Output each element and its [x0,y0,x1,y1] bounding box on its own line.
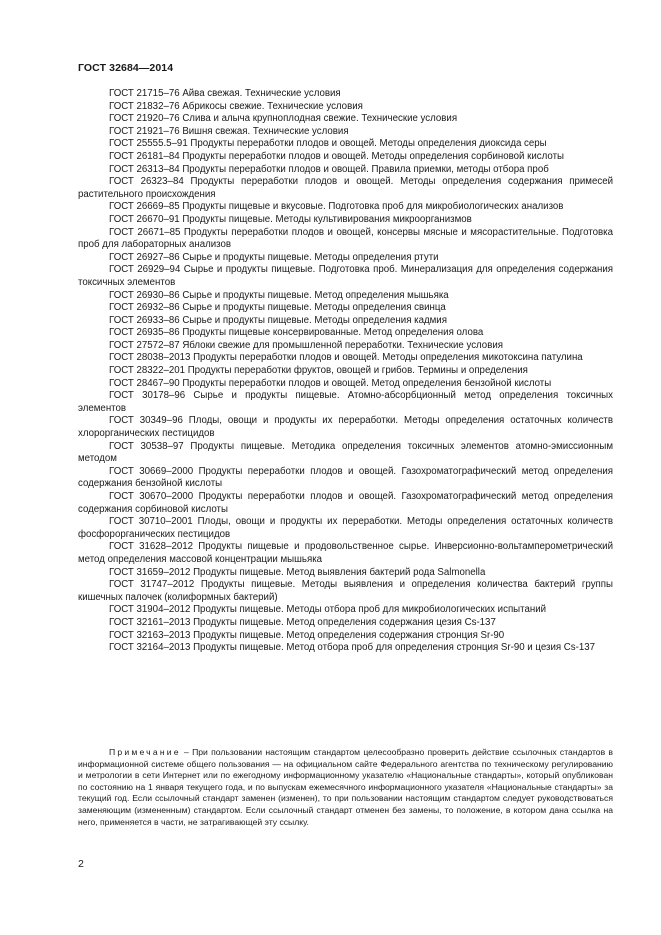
reference-item: ГОСТ 26927–86 Сырье и продукты пищевые. Методы определения ртути [109,251,439,263]
reference-item: ГОСТ 21921–76 Вишня свежая. Технические условия [109,125,349,137]
page-number: 2 [78,858,84,870]
note-label: Примечание [109,747,181,757]
reference-item: ГОСТ 21715–76 Айва свежая. Технические условия [109,88,341,99]
reference-item: ГОСТ 30669–2000 Продукты переработки плодов и овощей. Газохроматографический метод определения содержания бензойной кислоты [78,465,613,490]
reference-item: ГОСТ 26933–86 Сырье и продукты пищевые. Методы определения кадмия [109,314,447,326]
reference-item: ГОСТ 26929–94 Сырье и продукты пищевые. Подготовка проб. Минерализация для определения содержания токсичных элементов [78,264,613,288]
reference-item: ГОСТ 21920–76 Слива и алыча крупноплодная свежие. Технические условия [109,113,458,125]
reference-item: ГОСТ 25555.5–91 Продукты переработки плодов и овощей. Методы определения диоксида серы [109,138,547,150]
reference-item: ГОСТ 26932–86 Сырье и продукты пищевые. Методы определения свинца [109,302,446,314]
normative-references-list [78,88,613,655]
reference-item: ГОСТ 30670–2000 Продукты переработки плодов и овощей. Газохроматографический метод определения содержания сорбиновой кислоты [78,491,613,515]
reference-item: ГОСТ 26935–86 Продукты пищевые консервированные. Метод определения олова [109,327,484,339]
reference-item: ГОСТ 26181–84 Продукты переработки плодов и овощей. Методы определения сорбиновой кислоты [109,150,564,162]
reference-item: ГОСТ 26313–84 Продукты переработки плодов и овощей. Правила приемки, методы отбора проб [109,163,549,175]
reference-item: ГОСТ 32164–2013 Продукты пищевые. Метод отбора проб для определения стронция Sr-90 и цезия Cs-137 [109,642,596,654]
reference-item: ГОСТ 30538–97 Продукты пищевые. Методика определения токсичных элементов атомно-эмиссионным методом [78,440,613,465]
reference-item: ГОСТ 28322–201 Продукты переработки фруктов, овощей и грибов. Термины и определения [109,365,528,377]
reference-item: ГОСТ 28038–2013 Продукты переработки плодов и овощей. Методы определения микотоксина патулина [109,352,583,364]
reference-item: ГОСТ 31628–2012 Продукты пищевые и продовольственное сырье. Инверсионно-вольтамперометрический метод определения массовой концентрации мышьяка [78,541,613,565]
reference-item: ГОСТ 32163–2013 Продукты пищевые. Метод определения содержания стронция Sr-90 [109,629,505,641]
reference-item: ГОСТ 21832–76 Абрикосы свежие. Технические условия [109,100,363,112]
reference-item: ГОСТ 30178–96 Сырье и продукты пищевые. Атомно-абсорбционный метод определения токсичных элементов [78,390,613,414]
reference-item: ГОСТ 26671–85 Продукты переработки плодов и овощей, консервы мясные и мясорастительные. Подготовка проб для лабораторных анализов [78,226,613,251]
reference-item: ГОСТ 26930–86 Сырье и продукты пищевые. Метод определения мышьяка [109,289,449,301]
reference-item: ГОСТ 26323–84 Продукты переработки плодов и овощей. Методы определения содержания примесей растительного происхождения [78,176,613,200]
page-header-standard-code: ГОСТ 32684—2014 [78,62,174,74]
note-text: – При пользовании настоящим стандартом целесообразно проверить действие ссылочных стандартов в информационной системе общего пользования — на официальном сайте Федерального агентства по техническому регулированию и метрологии в сети Интернет или по ежегодному информационному указателю «Национальные стандарты», который опубликован по состоянию на 1 января текущего года, и по выпускам ежемесячного информационного указателя «Национальные стандарты» за текущий год. Если ссылочный стандарт заменен (изменен), то при пользовании настоящим стандартом следует руководствоваться заменяющим (измененным) стандартом. Если ссылочный стандарт отменен без замены, то положение, в котором дана ссылка на него, применяется в части, не затрагивающей эту ссылку. [78,747,613,827]
reference-item: ГОСТ 30710–2001 Плоды, овощи и продукты их переработки. Методы определения остаточных количеств фосфорорганических пестицидов [78,516,613,540]
reference-item: ГОСТ 27572–87 Яблоки свежие для промышленной переработки. Технические условия [109,339,504,351]
reference-item: ГОСТ 30349–96 Плоды, овощи и продукты их переработки. Методы определения остаточных количеств хлорорганических пестицидов [78,415,613,440]
reference-item: ГОСТ 26669–85 Продукты пищевые и вкусовые. Подготовка проб для микробиологических анализов [109,201,564,213]
reference-item: ГОСТ 32161–2013 Продукты пищевые. Метод определения содержания цезия Cs-137 [109,616,496,628]
reference-item: ГОСТ 31747–2012 Продукты пищевые. Методы выявления и определения количества бактерий группы кишечных палочек (колиформных бактерий) [78,579,613,603]
reference-item: ГОСТ 28467–90 Продукты переработки плодов и овощей. Метод определения бензойной кислоты [109,377,552,389]
reference-item: ГОСТ 26670–91 Продукты пищевые. Методы культивирования микроорганизмов [109,213,472,225]
reference-item: ГОСТ 31659–2012 Продукты пищевые. Метод выявления бактерий рода Salmonella [109,566,486,578]
reference-item: ГОСТ 31904–2012 Продукты пищевые. Методы отбора проб для микробиологических испытаний [109,604,547,616]
note-paragraph [78,747,613,828]
